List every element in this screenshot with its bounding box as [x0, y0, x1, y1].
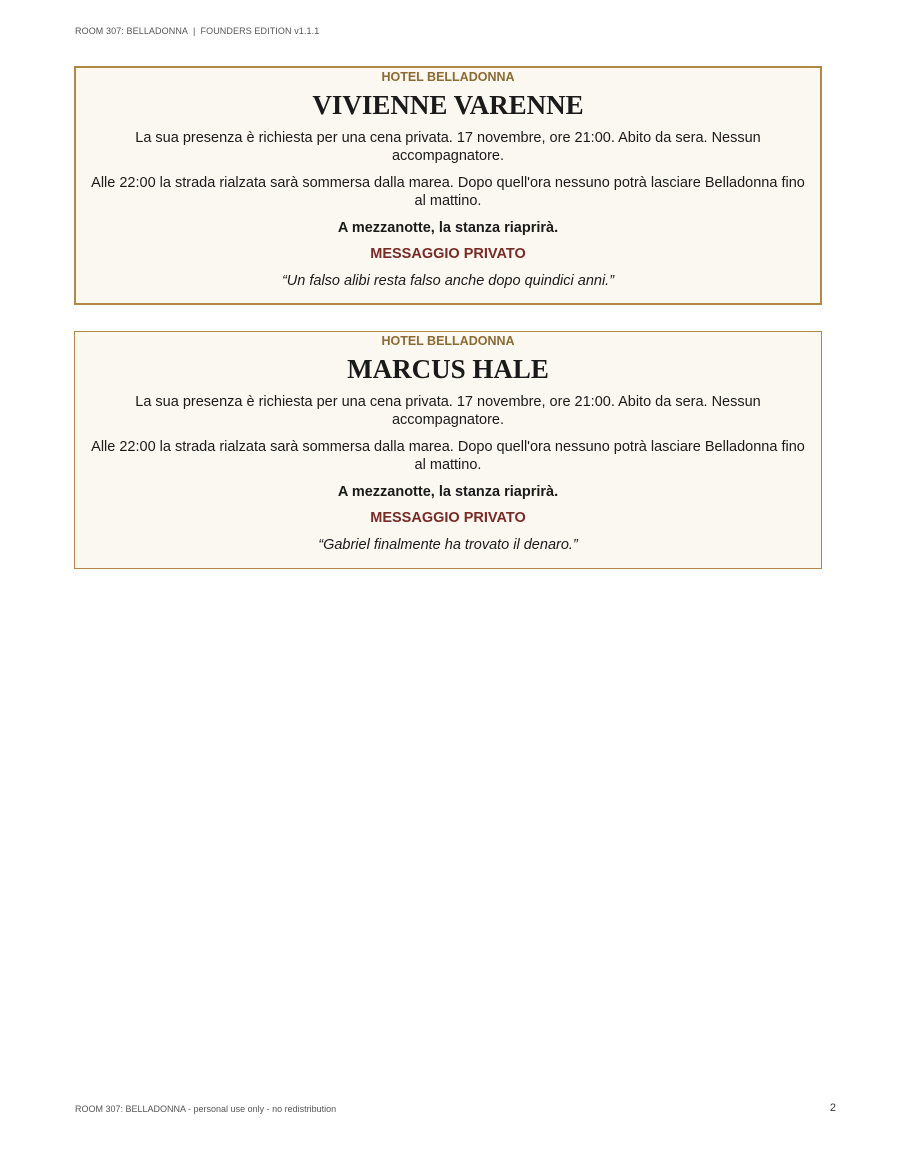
tide-warning: Alle 22:00 la strada rialzata sarà sommersa dalla marea. Dopo quell'ora nessuno potrà lasciare Belladonna fino al mattino. [91, 175, 805, 209]
private-message-label: MESSAGGIO PRIVATO [370, 510, 526, 526]
invitation-text: La sua presenza è richiesta per una cena privata. 17 novembre, ore 21:00. Abito da sera. Nessun accompagnatore. [135, 130, 761, 164]
private-message: “Un falso alibi resta falso anche dopo quindici anni.” [281, 273, 615, 289]
hotel-name: HOTEL BELLADONNA [381, 334, 515, 348]
footer-notice: ROOM 307: BELLADONNA - personal use only - no redistribution [75, 1104, 337, 1114]
private-message: “Gabriel finalmente ha trovato il denaro.” [318, 537, 578, 553]
running-header [75, 26, 319, 36]
invitation-text: La sua presenza è richiesta per una cena privata. 17 novembre, ore 21:00. Abito da sera. Nessun accompagnatore. [135, 394, 761, 428]
midnight-note: A mezzanotte, la stanza riaprirà. [337, 220, 559, 236]
hotel-name: HOTEL BELLADONNA [381, 70, 515, 84]
header-edition: FOUNDERS EDITION v1.1.1 [200, 26, 320, 36]
guest-name: MARCUS HALE [347, 354, 549, 384]
invitation-card-marcus [74, 331, 822, 569]
page-number: 2 [829, 1102, 836, 1114]
invitation-card-vivienne [74, 66, 822, 305]
private-message-label: MESSAGGIO PRIVATO [370, 246, 526, 262]
header-separator: | [193, 26, 196, 36]
guest-name: VIVIENNE VARENNE [312, 90, 584, 120]
tide-warning: Alle 22:00 la strada rialzata sarà sommersa dalla marea. Dopo quell'ora nessuno potrà lasciare Belladonna fino al mattino. [91, 439, 805, 473]
midnight-note: A mezzanotte, la stanza riaprirà. [337, 484, 559, 500]
header-title: ROOM 307: BELLADONNA [75, 26, 189, 36]
